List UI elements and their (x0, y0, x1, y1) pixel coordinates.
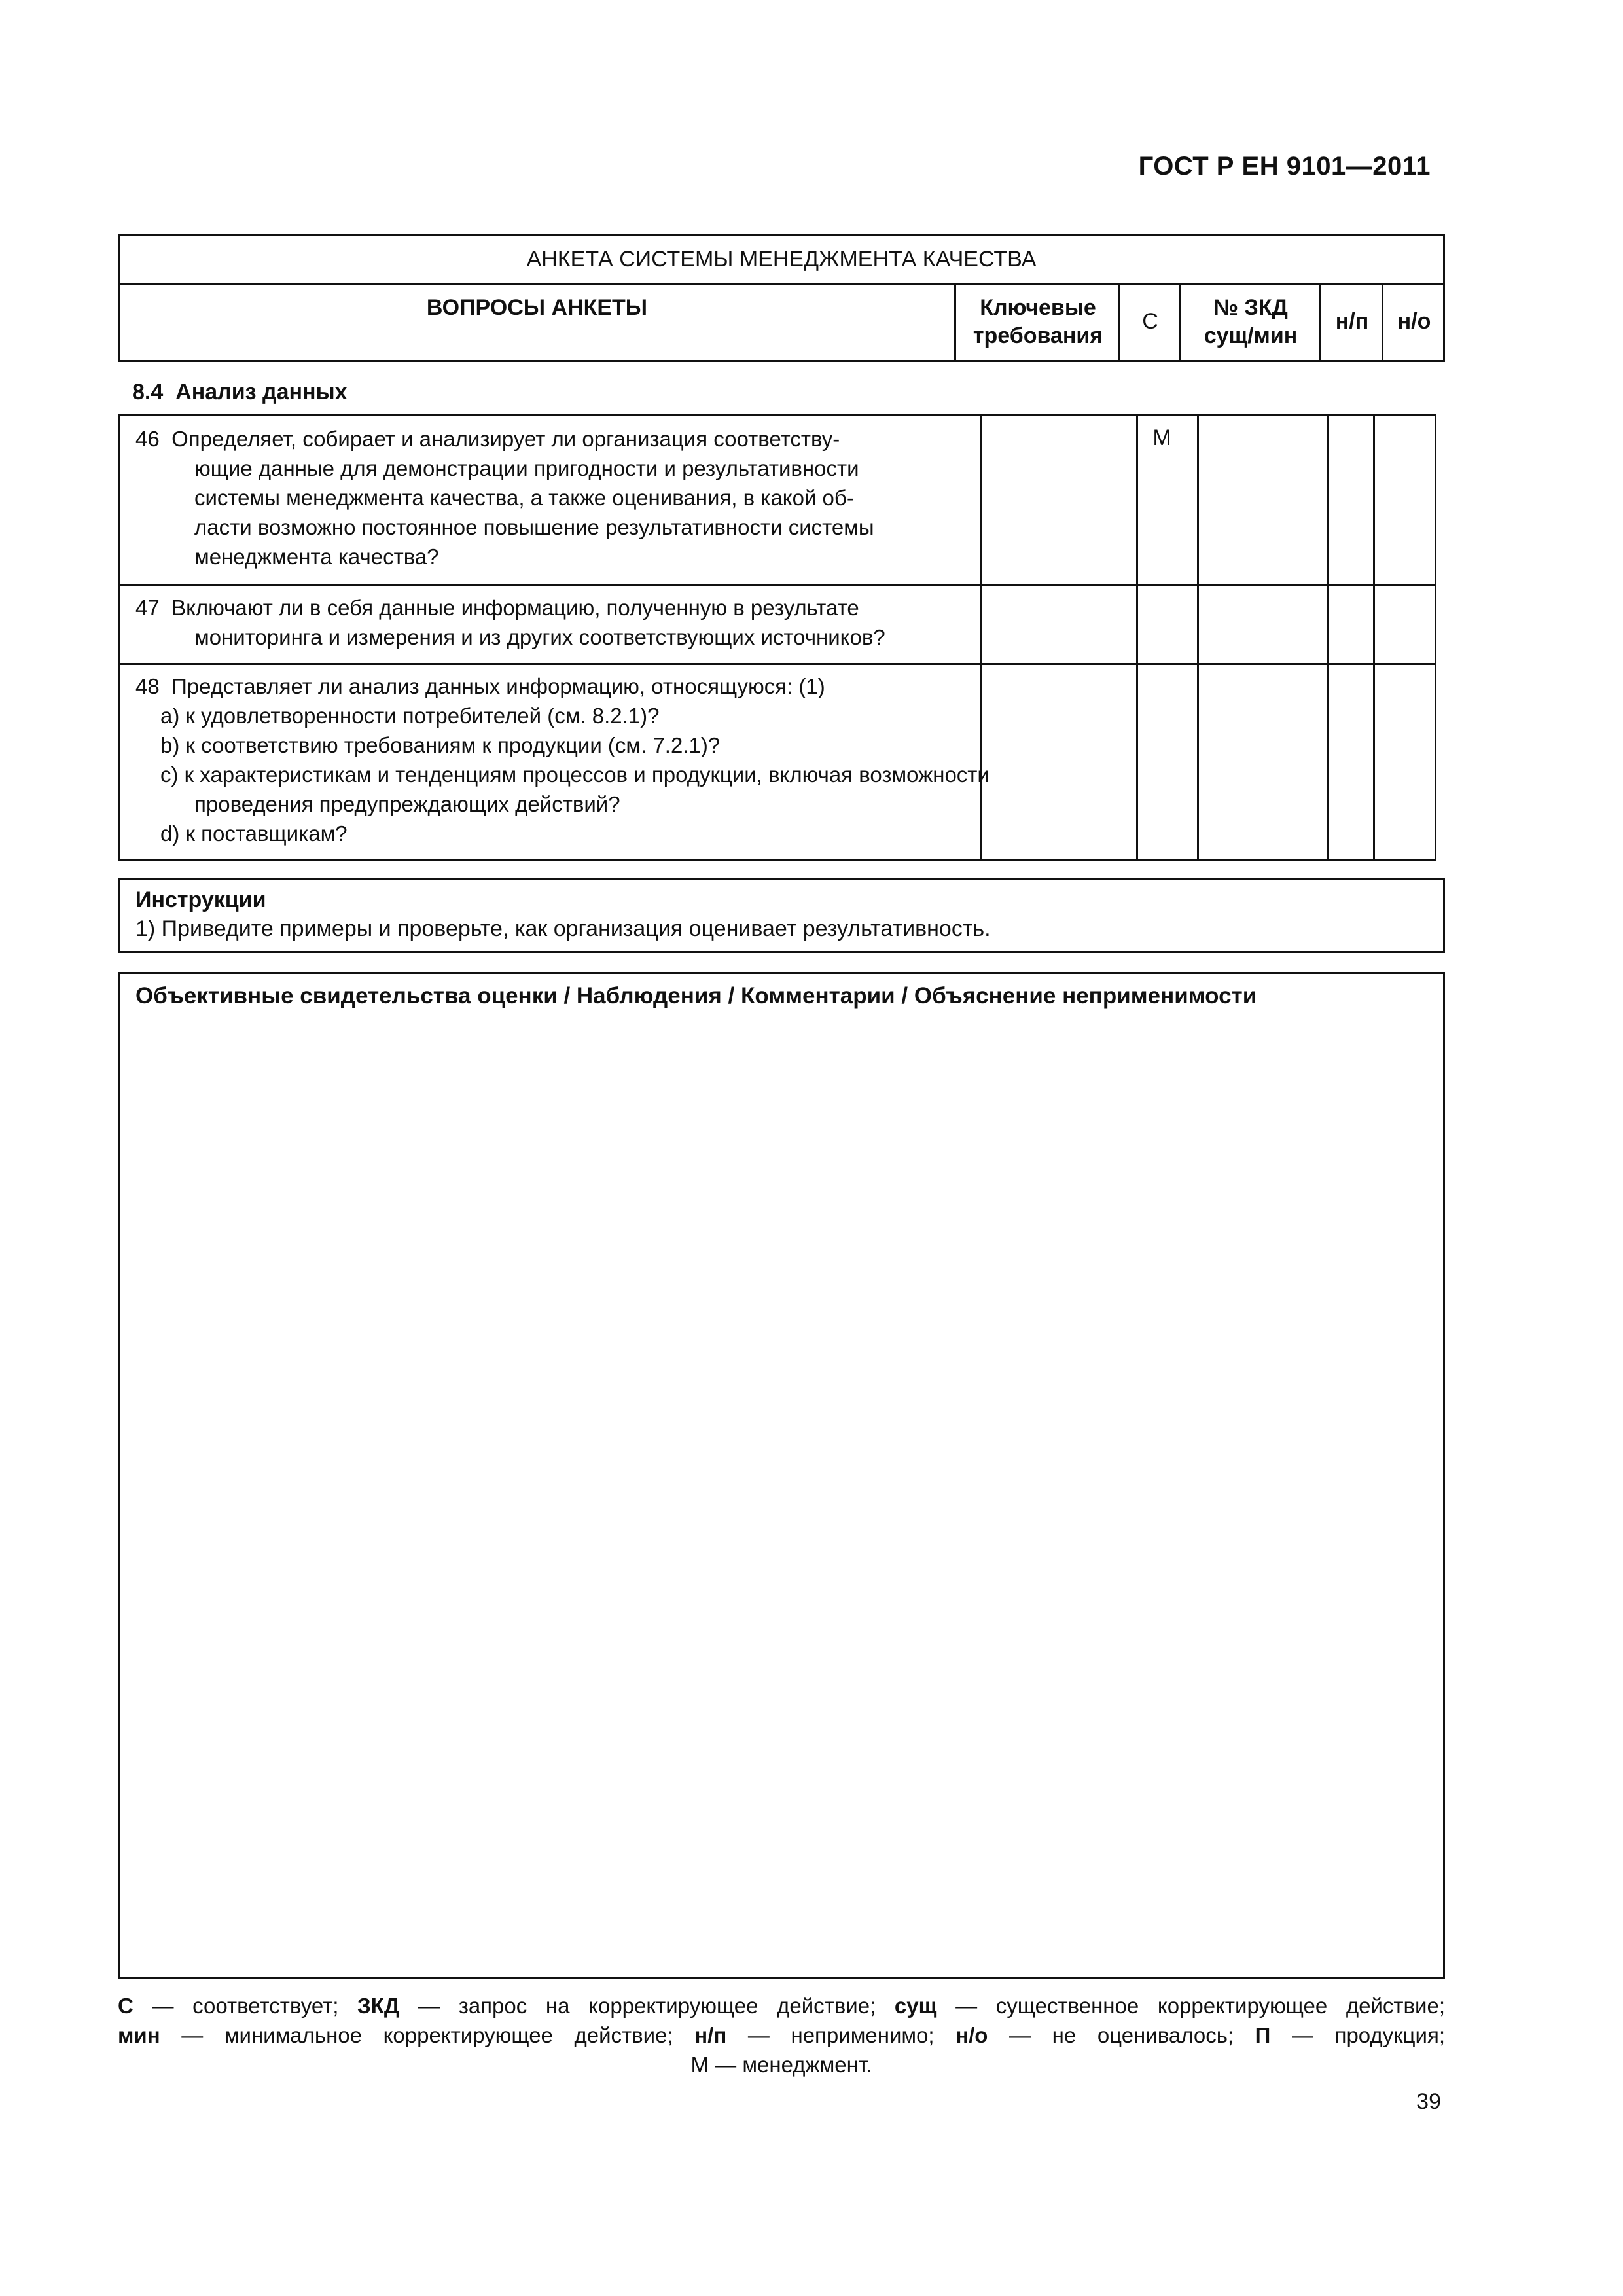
subitem-d: d) к поставщикам? (160, 821, 348, 846)
col-questions: ВОПРОСЫ АНКЕТЫ (426, 295, 648, 320)
question-46-key-requirement: М (1152, 425, 1171, 450)
instructions-title: Инструкции (135, 888, 266, 912)
questions-table (118, 414, 1436, 861)
subitem-c: c) к характеристикам и тенденциям процессов и продукции, включая возможности проведения предупреждающих действий? (160, 762, 990, 816)
col-key-requirements: Ключевые требования (954, 283, 1120, 360)
col-c: С (1118, 283, 1181, 360)
instructions-box (118, 878, 1445, 953)
instructions-text: 1) Приведите примеры и проверьте, как организация оценивает результативность. (135, 916, 991, 941)
form-title: АНКЕТА СИСТЕМЫ МЕНЕДЖМЕНТА КАЧЕСТВА (120, 236, 1443, 285)
page-number: 39 (1416, 2089, 1441, 2114)
col-np: н/п (1319, 283, 1383, 360)
col-zkd: № ЗКД сущ/мин (1179, 283, 1321, 360)
evidence-box[interactable] (118, 972, 1445, 1979)
subitem-a: a) к удовлетворенности потребителей (см. 8.2.1)? (160, 704, 660, 728)
legend: С — соответствует; ЗКД — запрос на корректирующее действие; сущ — существенное корректирующее действие; мин — минимальное корректирующее действие; н/п — неприменимо; н/о — не оценивалось; П — продукция; М — менеджмент. (118, 1994, 1445, 2077)
section-heading: 8.4 Анализ данных (132, 380, 348, 404)
question-47: 47 Включают ли в себя данные информацию, полученную в результате мониторинга и измерения и из других соответствующих источников? (135, 596, 885, 649)
col-no: н/о (1382, 283, 1445, 360)
question-48: 48 Представляет ли анализ данных информацию, относящуюся: (1) a) к удовлетворенности потребителей (см. 8.2.1)? b) к соответствию требованиям к продукции (см. 7.2.1)? c) к характеристикам и тенденциям процессов и продукции, включая возможности проведения предупреждающих действий? d) к поставщикам? (135, 672, 1084, 848)
document-code: ГОСТ Р ЕН 9101—2011 (1138, 152, 1431, 181)
form-header-table (118, 234, 1445, 362)
subitem-b: b) к соответствию требованиям к продукции (см. 7.2.1)? (160, 733, 721, 757)
evidence-title: Объективные свидетельства оценки / Наблюдения / Комментарии / Объяснение неприменимости (135, 983, 1257, 1009)
question-46: 46 Определяет, собирает и анализирует ли организация соответству- ющие данные для демонстрации пригодности и результативности системы менеджмента качества, а также оценивания, в какой об- ласти возможно постоянное повышение результативности системы менеджмента качества? (135, 427, 874, 569)
